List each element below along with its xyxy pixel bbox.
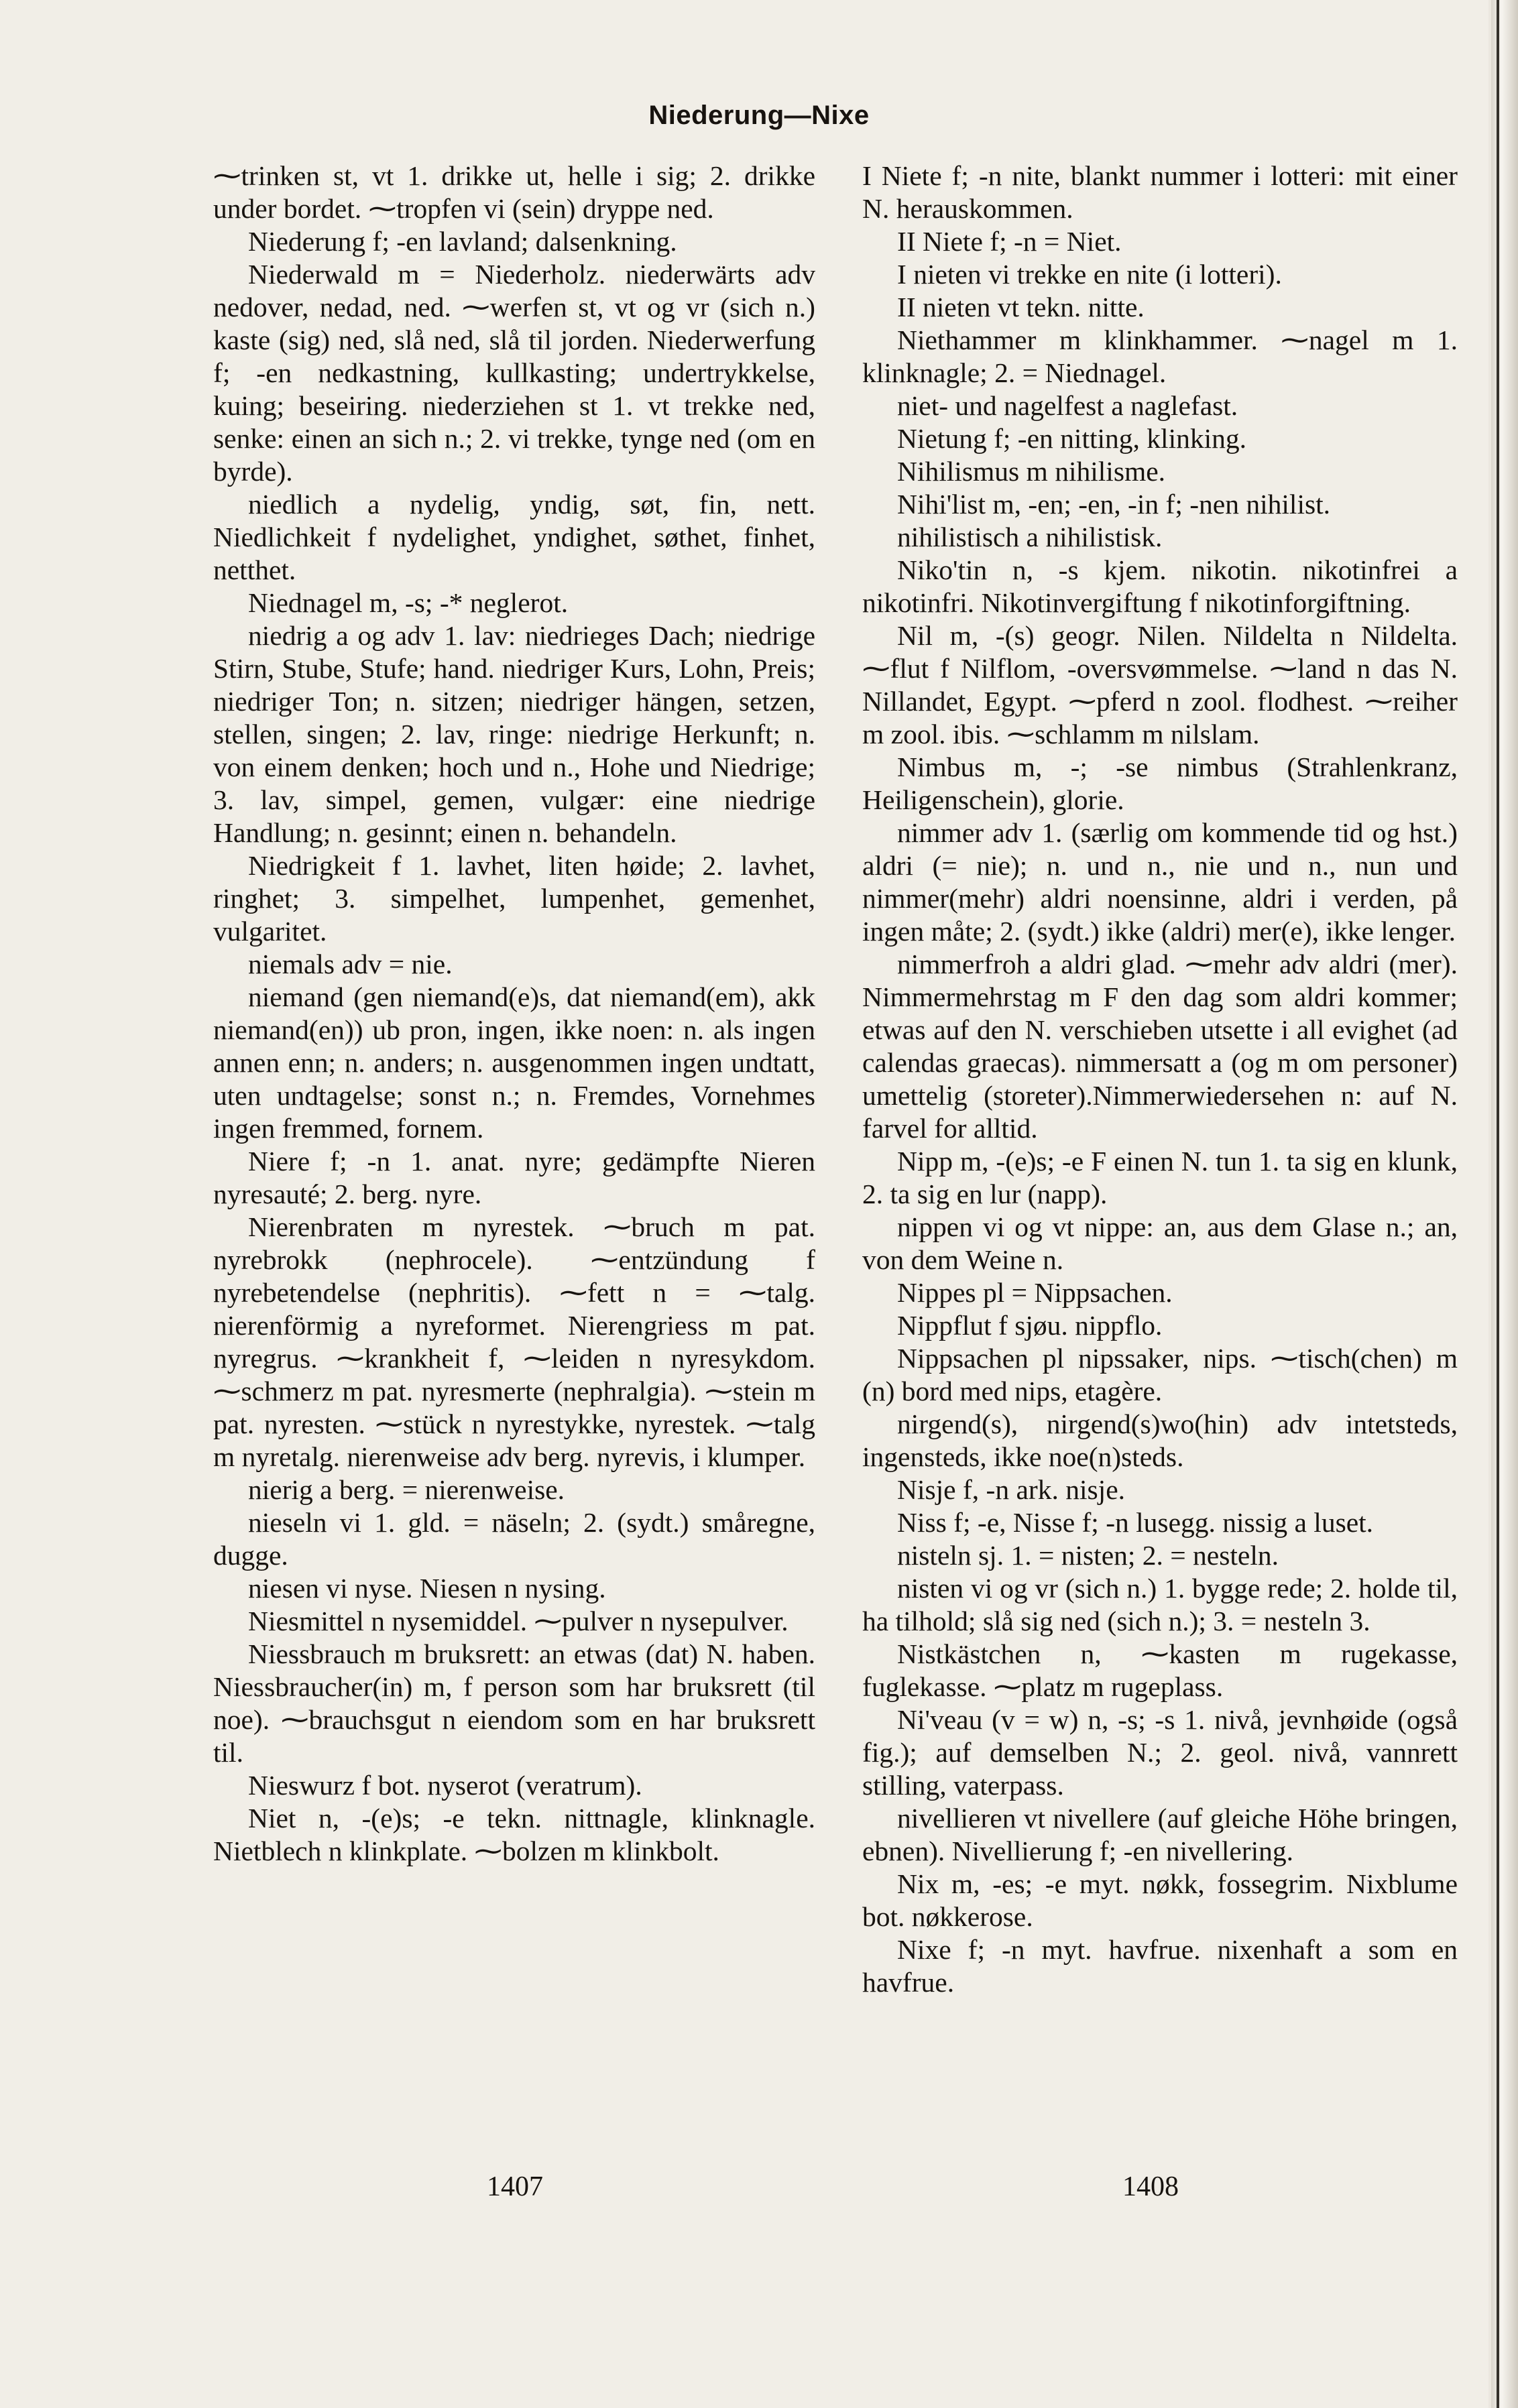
dictionary-entry: Nistkästchen n, ⁓kasten m rugekasse, fuglekasse. ⁓platz m rugeplass. <box>862 1638 1458 1702</box>
dictionary-entry: niedrig a og adv 1. lav: niedrieges Dach; niedrige Stirn, Stube, Stufe; hand. niedriger Kurs, Lohn, Preis; niedriger Ton; n. sitzen; niedriger hängen, setzen, stellen, singen; 2. lav, ringe: niedrige Herkunft; n. von einem denken; hoch und n., Hohe und Niedrige; 3. lav, simpel, gemen, vulgær: eine niedrige Handlung; n. gesinnt; einen n. behandeln. <box>213 620 815 848</box>
dictionary-entry: Niessbrauch m bruksrett: an etwas (dat) N. haben. Niessbraucher(in) m, f person som har bruksrett (til noe). ⁓brauchsgut n eiendom som en har bruksrett til. <box>213 1638 815 1768</box>
dictionary-entry: Niere f; -n 1. anat. nyre; gedämpfte Nieren nyresauté; 2. berg. nyre. <box>213 1146 815 1209</box>
page-number-right: 1408 <box>1122 2171 1179 2202</box>
dictionary-entry: Niko'tin n, -s kjem. nikotin. nikotinfrei a nikotinfri. Nikotinvergiftung f nikotinforgiftning. <box>862 554 1458 618</box>
dictionary-entry: Nippes pl = Nippsachen. <box>897 1277 1173 1308</box>
dictionary-entry: Nixe f; -n myt. havfrue. nixenhaft a som en havfrue. <box>862 1934 1458 1998</box>
dictionary-entry: nimmerfroh a aldri glad. ⁓mehr adv aldri (mer). Nimmermehrstag m F den dag som aldri kommer; etwas auf den N. verschieben utsette i all evighet (ad calendas graecas). nimmersatt a (og m om personer) umettelig (storeter).Nimmerwiedersehen n: auf N. farvel for alltid. <box>862 949 1458 1144</box>
dictionary-entry: Niss f; -e, Nisse f; -n lusegg. nissig a luset. <box>897 1507 1374 1538</box>
dictionary-entry: nippen vi og vt nippe: an, aus dem Glase n.; an, von dem Weine n. <box>862 1211 1458 1275</box>
dictionary-entry: nihilistisch a nihilistisk. <box>897 522 1163 552</box>
dictionary-entry: nivellieren vt nivellere (auf gleiche Höhe bringen, ebnen). Nivellierung f; -en nivellering. <box>862 1803 1458 1866</box>
dictionary-entry: Nimbus m, -; -se nimbus (Strahlenkranz, Heiligenschein), glorie. <box>862 751 1458 815</box>
dictionary-entry: niesen vi nyse. Niesen n nysing. <box>248 1573 606 1604</box>
running-head: Niederung—Nixe <box>648 101 870 130</box>
dictionary-entry: Niethammer m klinkhammer. ⁓nagel m 1. klinknagle; 2. = Niednagel. <box>862 324 1458 388</box>
dictionary-entry: Nierenbraten m nyrestek. ⁓bruch m pat. nyrebrokk (nephrocele). ⁓entzündung f nyrebetendelse (nephritis). ⁓fett n = ⁓talg. nierenförmig a nyreformet. Nierengriess m pat. nyregrus. ⁓krankheit f, ⁓leiden n nyresykdom. ⁓schmerz m pat. nyresmerte (nephralgia). ⁓stein m pat. nyresten. ⁓stück n nyrestykke, nyrestek. ⁓talg m nyretalg. nierenweise adv berg. nyrevis, i klumper. <box>213 1211 815 1472</box>
dictionary-entry: Nieswurz f bot. nyserot (veratrum). <box>248 1770 642 1801</box>
dictionary-entry: I Niete f; -n nite, blankt nummer i lotteri: mit einer N. herauskommen. <box>862 160 1458 224</box>
dictionary-entry: Niesmittel n nysemiddel. ⁓pulver n nysepulver. <box>248 1606 789 1636</box>
page-edge <box>1491 0 1518 2408</box>
dictionary-entry: niemand (gen niemand(e)s, dat niemand(em), akk niemand(en)) ub pron, ingen, ikke noen: n. als ingen annen enn; n. anders; n. ausgenommen ingen undtatt, uten undtagelse; sonst n.; n. Fremdes, Vornehmes ingen fremmed, fornem. <box>213 981 815 1144</box>
right-column <box>862 160 1458 2171</box>
dictionary-entry: Nippsachen pl nipssaker, nips. ⁓tisch(chen) m (n) bord med nips, etagère. <box>862 1343 1458 1406</box>
dictionary-entry: Niederwald m = Niederholz. niederwärts adv nedover, nedad, ned. ⁓werfen st, vt og vr (sich n.) kaste (sig) ned, slå ned, slå til jorden. Niederwerfung f; -en nedkastning, kullkasting; undertrykkelse, kuing; beseiring. niederziehen st 1. vt trekke ned, senke: einen an sich n.; 2. vi trekke, tynge ned (om en byrde). <box>213 259 815 487</box>
dictionary-entry: niemals adv = nie. <box>248 949 453 979</box>
dictionary-entry: nisteln sj. 1. = nisten; 2. = nesteln. <box>897 1540 1279 1571</box>
dictionary-entry: Niet n, -(e)s; -e tekn. nittnagle, klinknagle. Nietblech n klinkplate. ⁓bolzen m klinkbolt. <box>213 1803 815 1866</box>
dictionary-entry: niet- und nagelfest a naglefast. <box>897 390 1238 421</box>
dictionary-entry: II Niete f; -n = Niet. <box>897 226 1122 257</box>
dictionary-entry: I nieten vi trekke en nite (i lotteri). <box>897 259 1282 290</box>
left-column <box>213 160 815 2171</box>
dictionary-entry: Nipp m, -(e)s; -e F einen N. tun 1. ta sig en klunk, 2. ta sig en lur (napp). <box>862 1146 1458 1209</box>
page-number-left: 1407 <box>487 2171 543 2202</box>
dictionary-entry: Niednagel m, -s; -* neglerot. <box>248 587 569 618</box>
dictionary-entry: II nieten vt tekn. nitte. <box>897 292 1145 322</box>
dictionary-entry: ⁓trinken st, vt 1. drikke ut, helle i sig; 2. drikke under bordet. ⁓tropfen vi (sein) dryppe ned. <box>213 160 815 224</box>
dictionary-entry: Nil m, -(s) geogr. Nilen. Nildelta n Nildelta. ⁓flut f Nilflom, -oversvømmelse. ⁓land n das N. Nillandet, Egypt. ⁓pferd n zool. flodhest. ⁓reiher m zool. ibis. ⁓schlamm m nilslam. <box>862 620 1458 749</box>
dictionary-entry: nieseln vi 1. gld. = näseln; 2. (sydt.) småregne, dugge. <box>213 1507 815 1571</box>
dictionary-entry: nierig a berg. = nierenweise. <box>248 1474 565 1505</box>
dictionary-entry: Nix m, -es; -e myt. nøkk, fossegrim. Nixblume bot. nøkkerose. <box>862 1868 1458 1932</box>
dictionary-entry: Nippflut f sjøu. nippflo. <box>897 1310 1163 1341</box>
dictionary-entry: niedlich a nydelig, yndig, søt, fin, nett. Niedlichkeit f nydelighet, yndighet, søthet, finhet, netthet. <box>213 489 815 585</box>
dictionary-entry: Nihilismus m nihilisme. <box>897 456 1166 487</box>
binding-edge-line <box>1497 0 1499 2408</box>
dictionary-entry: Nihi'list m, -en; -en, -in f; -nen nihilist. <box>897 489 1331 520</box>
dictionary-entry: nimmer adv 1. (særlig om kommende tid og hst.) aldri (= nie); n. und n., nie und n., nun und nimmer(mehr) aldri noensinne, aldri i verden, på ingen måte; 2. (sydt.) ikke (aldri) mer(e), ikke lenger. <box>862 817 1458 947</box>
dictionary-entry: nirgend(s), nirgend(s)wo(hin) adv intetsteds, ingensteds, ikke noe(n)steds. <box>862 1408 1458 1472</box>
dictionary-entry: nisten vi og vr (sich n.) 1. bygge rede; 2. holde til, ha tilhold; slå sig ned (sich n.); 3. = nesteln 3. <box>862 1573 1458 1636</box>
dictionary-entry: Nietung f; -en nitting, klinking. <box>897 423 1246 454</box>
dictionary-entry: Ni'veau (v = w) n, -s; -s 1. nivå, jevnhøide (også fig.); auf demselben N.; 2. geol. nivå, vannrett stilling, vaterpass. <box>862 1704 1458 1801</box>
dictionary-entry: Niederung f; -en lavland; dalsenkning. <box>248 226 677 257</box>
dictionary-entry: Niedrigkeit f 1. lavhet, liten høide; 2. lavhet, ringhet; 3. simpelhet, lumpenhet, gemenhet, vulgaritet. <box>213 850 815 947</box>
dictionary-entry: Nisje f, -n ark. nisje. <box>897 1474 1125 1505</box>
